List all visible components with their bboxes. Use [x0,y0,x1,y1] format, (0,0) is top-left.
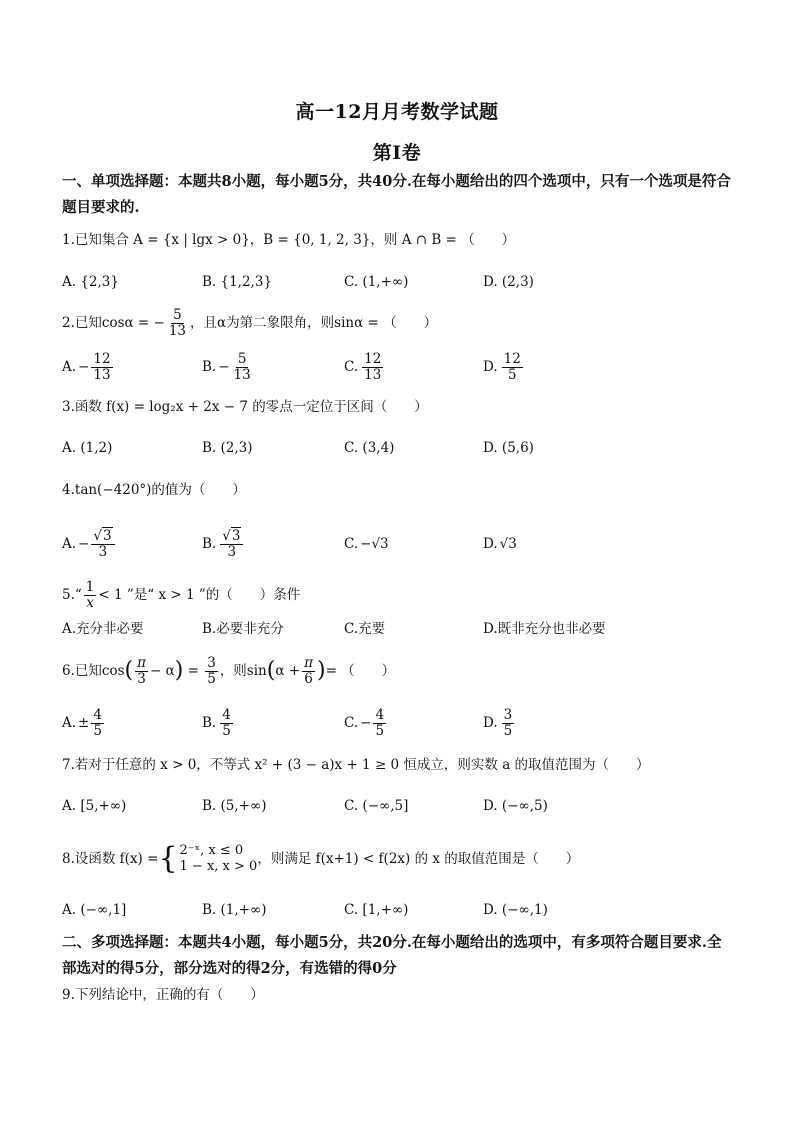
question-text: 下列结论中，正确的有（ ） [74,987,264,1003]
option-c: C. (3,4) [344,440,395,456]
option-a: A.充分非必要 [62,621,144,637]
brace-symbol: { [158,841,178,876]
question-7 [62,755,742,775]
option-a: A. (−∞,1] [62,902,127,918]
section-single-choice-header: 一、单项选择题：本题共8小题，每小题5分，共40分.在每小题给出的四个选项中，只有一个选项是符合题目要求的. [62,173,731,216]
fraction: $\frac{12}{13}$ [93,351,111,383]
fraction: $\frac{\pi}{3}$ [137,655,146,687]
piecewise-cases: 2⁻ˣ, x ≤ 0 1 − x, x > 0 [179,843,258,874]
fraction: $\frac{√3}{3}$ [220,529,243,558]
fraction: $\frac{4}{5}$ [375,707,385,739]
option-d: D. (−∞,1) [483,902,548,918]
question-text: 已知集合 A = {x | lgx > 0}，B = {0, 1, 2, 3}，则 A ∩ B = （ ） [74,232,516,248]
question-number: 3. [62,399,75,415]
option-a: A. (1,2) [62,440,113,456]
option-c: C. (−∞,5] [344,798,409,814]
sqrt-symbol: √3 [93,528,112,545]
question-text: 若对于任意的 x > 0，不等式 x² + (3 − a)x + 1 ≥ 0 恒成立，则实数 a 的取值范围为（ ） [74,757,650,773]
question-number: 6. [62,663,75,679]
option-b: B. − $\frac{5}{13}$ [202,351,251,383]
question-6-options [62,703,742,743]
question-number: 1. [62,232,75,248]
section-multi-choice-header: 二、多项选择题：本题共4小题，每小题5分，共20分.在每小题给出的选项中，有多项符合题目要求.全部选对的得5分，部分选对的得2分，有选错的得0分 [62,934,722,977]
option-b: B. $\frac{4}{5}$ [202,707,231,739]
question-text: < 1 ”是“ x > 1 ”的（ ）条件 [98,587,301,603]
option-a: A. − $\frac{12}{13}$ [62,351,111,383]
option-d: D. (2,3) [483,274,534,290]
page-title: 高一12月月考数学试题 [295,101,499,123]
sqrt-symbol: √3 [222,528,241,545]
question-number: 9. [62,987,75,1003]
fraction: $\frac{3}{5}$ [207,655,216,687]
question-7-options [62,786,742,826]
fraction: $\frac{4}{5}$ [93,707,102,739]
question-2 [62,303,742,343]
question-number: 8. [62,851,75,867]
option-b: B. {1,2,3} [202,274,273,290]
option-c: C. [1,+∞) [344,902,409,918]
fraction: $\frac{5}{13}$ [168,307,187,339]
question-1-options [62,262,742,302]
question-4-options [62,524,742,564]
question-number: 4. [62,482,75,498]
question-text: tan(−420°)的值为（ ） [74,482,246,498]
option-b: B. (5,+∞) [202,798,267,814]
question-6: 6. 已知cos ( $\frac{\pi}{3}$ − α ) = $\frac{3}{5}$ ，则sin ( α + $\frac{\pi}{6}$ ) = （ ） [62,655,396,687]
option-d: D. (5,6) [483,440,534,456]
option-d: D. √3 [483,536,517,552]
option-d: D. $\frac{12}{5}$ [483,351,521,383]
option-d: D. $\frac{3}{5}$ [483,707,513,739]
question-9 [62,985,742,1005]
fraction: $\frac{1}{x}$ [85,579,95,611]
question-1 [62,230,742,250]
volume-title: 第Ⅰ卷 [372,142,422,164]
question-number: 5. [62,587,75,603]
option-c: C. −√3 [344,536,389,552]
fraction: $\frac{√3}{3}$ [91,529,114,558]
question-number: 7. [62,757,75,773]
question-2-options [62,347,742,387]
question-8: 8. 设函数 f(x) = { 2⁻ˣ, x ≤ 0 1 − x, x > 0 ，则满足 f(x+1) < f(2x) 的 x 的取值范围是（ ） [62,841,580,876]
option-b: B. $\frac{√3}{3}$ [202,524,245,564]
option-b: B. (2,3) [202,440,253,456]
question-5-options [62,619,742,639]
option-a: A. {2,3} [62,274,119,290]
question-3 [62,397,742,417]
option-c: C. $\frac{12}{13}$ [344,351,382,383]
option-d: D.既非充分也非必要 [483,621,606,637]
fraction: $\frac{3}{5}$ [503,707,513,739]
option-c: C.充要 [344,621,386,637]
question-5: 5. “ $\frac{1}{x}$ < 1 ”是“ x > 1 ”的（ ）条件 [62,579,301,611]
fraction: $\frac{5}{13}$ [233,351,251,383]
option-a: A. [5,+∞) [62,798,127,814]
option-a: A. ± $\frac{4}{5}$ [62,707,102,739]
option-d: D. (−∞,5) [483,798,548,814]
question-3-options [62,428,742,468]
option-c: C. (1,+∞) [344,274,409,290]
fraction: $\frac{12}{13}$ [364,351,382,383]
fraction: $\frac{12}{5}$ [503,351,521,383]
question-text: 函数 f(x) = log₂x + 2x − 7 的零点一定位于区间（ ） [74,399,428,415]
option-c: C. − $\frac{4}{5}$ [344,707,385,739]
option-a: A. − $\frac{√3}{3}$ [62,524,117,564]
question-number: 2. [62,315,75,331]
fraction: $\frac{\pi}{6}$ [304,655,313,687]
fraction: $\frac{4}{5}$ [222,707,231,739]
question-text: ，且α为第二象限角，则sinα = （ ） [190,315,438,331]
question-8-options [62,890,742,930]
option-b: B. (1,+∞) [202,902,267,918]
question-4 [62,480,742,500]
option-b: B.必要非充分 [202,621,284,637]
question-text: 已知cosα = − [74,315,165,331]
